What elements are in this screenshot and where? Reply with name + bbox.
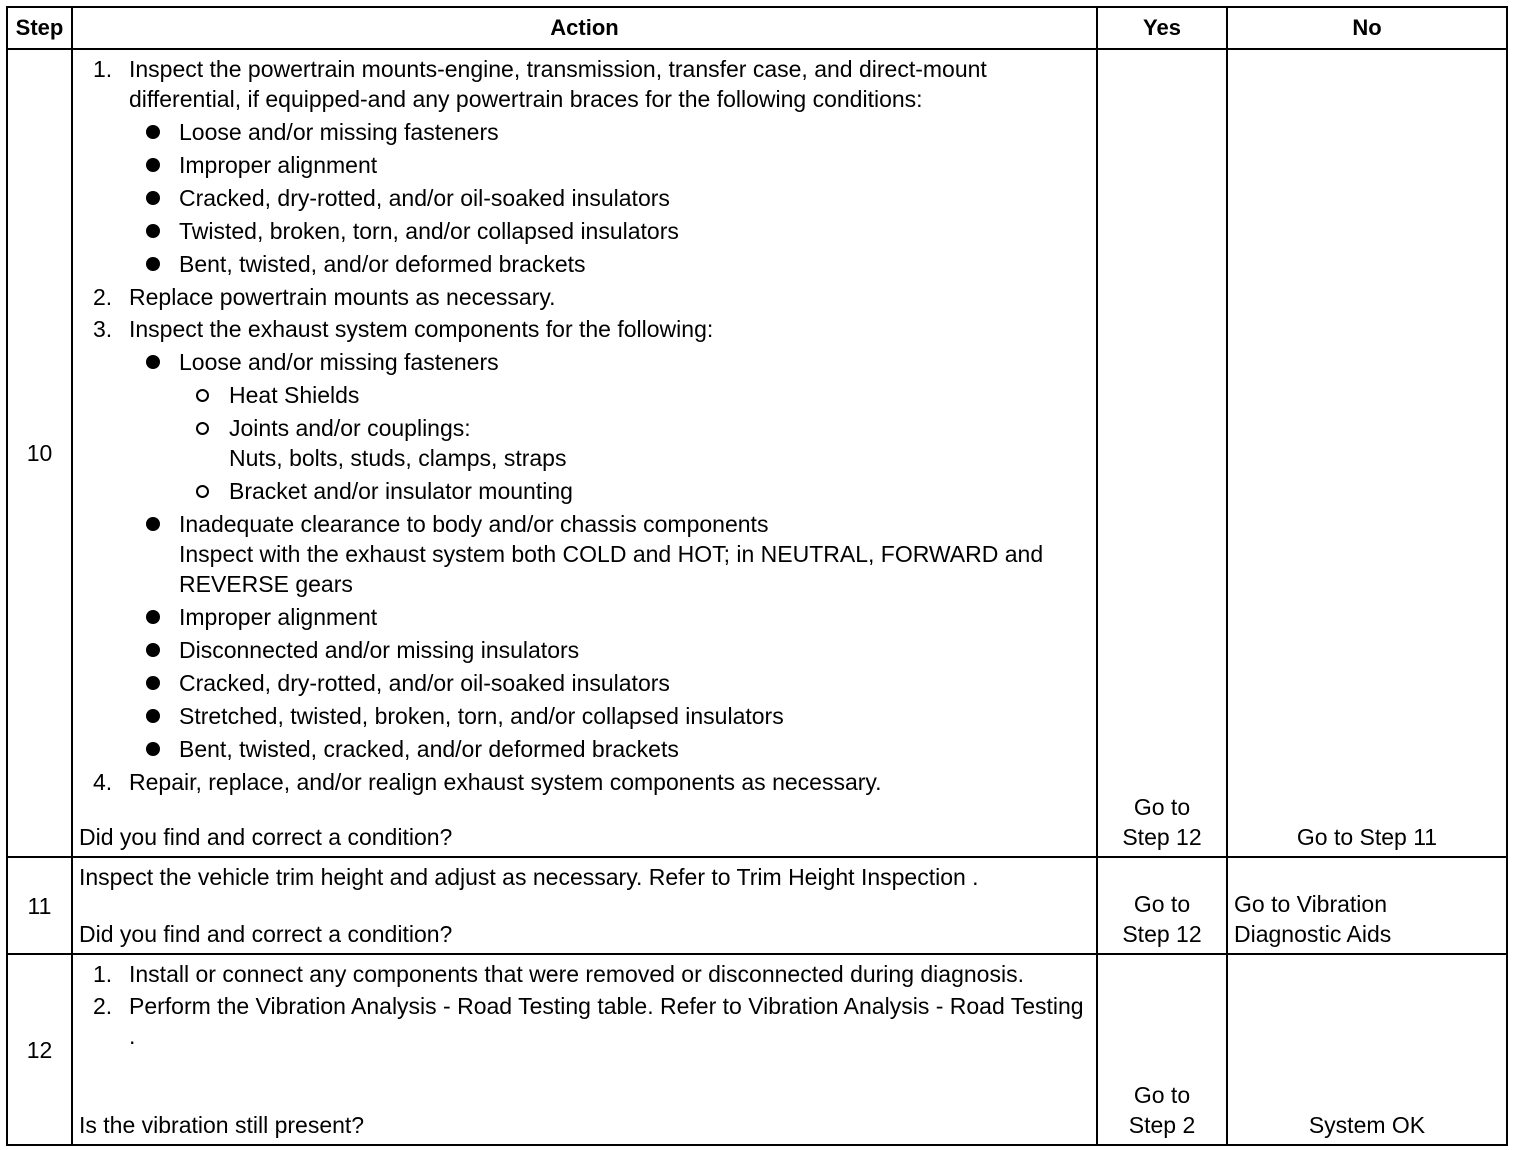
bullet-item: Stretched, twisted, broken, torn, and/or collapsed insulators	[129, 701, 1086, 731]
list-item	[79, 282, 1086, 312]
bullet-icon	[146, 676, 160, 690]
table-row-step-11	[7, 857, 1507, 954]
bullet-item: Improper alignment	[129, 150, 1086, 180]
circle-bullet-icon	[196, 422, 209, 435]
header-action: Action	[72, 7, 1097, 49]
bullet-icon	[146, 709, 160, 723]
bullet-icon	[146, 158, 160, 172]
sub-bullet-note: Nuts, bolts, studs, clamps, straps	[229, 445, 567, 471]
list-item	[79, 959, 1086, 989]
header-step: Step	[7, 7, 72, 49]
question-text: Is the vibration still present?	[79, 1112, 365, 1138]
bullet-item: Loose and/or missing fasteners	[129, 117, 1086, 147]
item-text: Install or connect any components that were removed or disconnected during diagnosis.	[129, 961, 1024, 987]
diagnostic-table	[6, 6, 1508, 1146]
item-number: 4.	[93, 769, 113, 795]
bullet-item: Disconnected and/or missing insulators	[129, 635, 1086, 665]
list-item	[79, 314, 1086, 764]
item-number: 2.	[93, 284, 113, 310]
yes-cell	[1097, 954, 1227, 1145]
sub-bullet-list	[179, 380, 1086, 506]
bullet-icon	[146, 257, 160, 271]
question-text: Did you find and correct a condition?	[79, 824, 453, 850]
item-number: 2.	[93, 993, 113, 1019]
bullet-item: Twisted, broken, torn, and/or collapsed insulators	[129, 216, 1086, 246]
bullet-item: Improper alignment	[129, 602, 1086, 632]
action-steps	[79, 959, 1086, 1051]
list-item	[79, 991, 1086, 1051]
bullet-icon	[146, 224, 160, 238]
bullet-note: Inspect with the exhaust system both COLD and HOT; in NEUTRAL, FORWARD and REVERSE gears	[179, 541, 1044, 597]
header-no: No	[1227, 7, 1507, 49]
action-cell	[72, 49, 1097, 857]
bullet-icon	[146, 643, 160, 657]
step-number: 10	[7, 49, 72, 857]
action-text: Inspect the vehicle trim height and adjust as necessary. Refer to Trim Height Inspection .	[79, 864, 979, 890]
item-number: 1.	[93, 961, 113, 987]
yes-cell	[1097, 49, 1227, 857]
item-text: Perform the Vibration Analysis - Road Testing table. Refer to Vibration Analysis - Road Testing .	[129, 993, 1084, 1049]
yes-result: Go to Step 12	[1122, 891, 1202, 947]
no-result: Go to Vibration Diagnostic Aids	[1234, 891, 1392, 947]
item-number: 1.	[93, 56, 113, 82]
table-row-step-12	[7, 954, 1507, 1145]
action-steps	[79, 54, 1086, 797]
bullet-icon	[146, 517, 160, 531]
question-text: Did you find and correct a condition?	[79, 921, 453, 947]
no-result: Go to Step 11	[1296, 824, 1438, 850]
action-cell	[72, 954, 1097, 1145]
yes-result: Go to Step 12	[1122, 794, 1202, 850]
circle-bullet-icon	[196, 485, 209, 498]
item-text: Replace powertrain mounts as necessary.	[129, 284, 556, 310]
yes-cell	[1097, 857, 1227, 954]
step-number: 11	[7, 857, 72, 954]
list-item	[79, 54, 1086, 279]
no-cell	[1227, 857, 1507, 954]
list-item	[79, 767, 1086, 797]
bullet-icon	[146, 355, 160, 369]
item-number: 3.	[93, 316, 113, 342]
bullet-list	[129, 117, 1086, 279]
bullet-icon	[146, 610, 160, 624]
bullet-item: Loose and/or missing fasteners Heat Shields Joints and/or couplings: Nuts, bolts, studs, clamps, straps Bracket and/or insulator mounting	[129, 347, 1086, 506]
sub-bullet-item: Heat Shields	[179, 380, 1086, 410]
sub-bullet-item: Joints and/or couplings: Nuts, bolts, studs, clamps, straps	[179, 413, 1086, 473]
no-result: System OK	[1308, 1112, 1426, 1138]
no-cell	[1227, 954, 1507, 1145]
header-row	[7, 7, 1507, 49]
table-row-step-10	[7, 49, 1507, 857]
yes-result: Go to Step 2	[1128, 1082, 1196, 1138]
sub-bullet-item: Bracket and/or insulator mounting	[179, 476, 1086, 506]
item-text: Inspect the exhaust system components for the following:	[129, 316, 714, 342]
bullet-item: Inadequate clearance to body and/or chassis components Inspect with the exhaust system both COLD and HOT; in NEUTRAL, FORWARD and REVERSE gears	[129, 509, 1086, 599]
bullet-item: Bent, twisted, and/or deformed brackets	[129, 249, 1086, 279]
header-yes: Yes	[1097, 7, 1227, 49]
bullet-item: Bent, twisted, cracked, and/or deformed brackets	[129, 734, 1086, 764]
action-cell	[72, 857, 1097, 954]
item-text: Repair, replace, and/or realign exhaust system components as necessary.	[129, 769, 882, 795]
bullet-icon	[146, 742, 160, 756]
bullet-item: Cracked, dry-rotted, and/or oil-soaked insulators	[129, 183, 1086, 213]
bullet-list	[129, 347, 1086, 764]
item-text: Inspect the powertrain mounts-engine, transmission, transfer case, and direct-mount differential, if equipped-and any powertrain braces for the following conditions:	[129, 56, 987, 112]
circle-bullet-icon	[196, 389, 209, 402]
bullet-icon	[146, 125, 160, 139]
bullet-item: Cracked, dry-rotted, and/or oil-soaked insulators	[129, 668, 1086, 698]
step-number: 12	[7, 954, 72, 1145]
no-cell	[1227, 49, 1507, 857]
bullet-icon	[146, 191, 160, 205]
